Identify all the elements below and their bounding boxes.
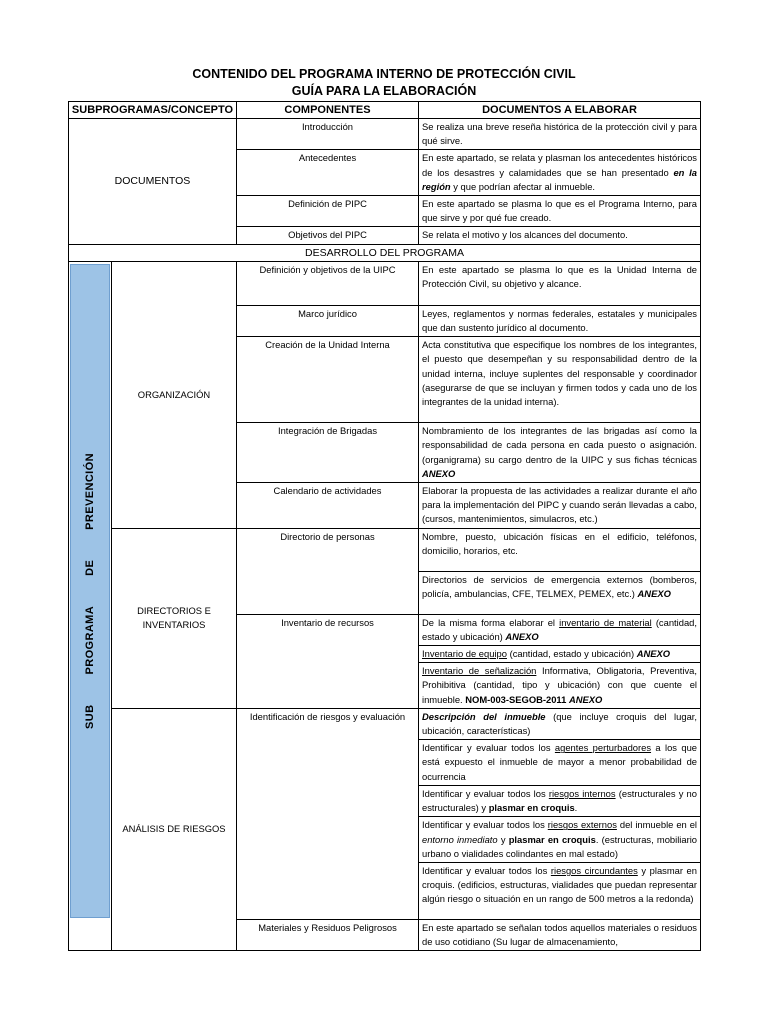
description-cell: En este apartado se plasma lo que es el Programa Interno, para que sirve y por qué fue creado. <box>419 196 701 227</box>
section-desarrollo-label: DESARROLLO DEL PROGRAMA <box>69 244 701 261</box>
subprograma-side-label <box>69 261 112 950</box>
description-cell: Nombramiento de los integrantes de las brigadas así como la responsabilidad de cada persona en cada puesto o asignación. (organigrama) su cargo dentro de la UIPC y sus fichas técnicas ANEXO <box>419 423 701 483</box>
description-cell: Identificar y evaluar todos los riesgos internos (estructurales y no estructurales) y plasmar en croquis. <box>419 785 701 816</box>
side-label-word: PREVENCIÓN <box>83 452 96 530</box>
header-componentes: COMPONENTES <box>237 102 419 119</box>
section-analisis-label: ANÁLISIS DE RIESGOS <box>112 708 237 950</box>
description-cell: Directorios de servicios de emergencia externos (bomberos, policía, ambulancias, CFE, TELMEX, PEMEX, etc.) ANEXO <box>419 571 701 614</box>
document-title: CONTENIDO DEL PROGRAMA INTERNO DE PROTECCIÓN CIVIL <box>192 67 576 81</box>
component-cell: Identificación de riesgos y evaluación <box>237 708 419 919</box>
table-row <box>69 708 701 739</box>
header-documentos: DOCUMENTOS A ELABORAR <box>419 102 701 119</box>
directorios-label-line: INVENTARIOS <box>142 619 206 631</box>
component-cell: Calendario de actividades <box>237 483 419 529</box>
description-cell: Inventario de equipo (cantidad, estado y ubicación) ANEXO <box>419 646 701 663</box>
side-label-text <box>83 438 97 744</box>
description-cell: Se relata el motivo y los alcances del documento. <box>419 227 701 244</box>
description-cell: Identificar y evaluar todos los riesgos circundantes y plasmar en croquis. (edificios, estructuras, vialidades que puedan representar algún riesgo o situación en un rango de 500 metros a la redonda) <box>419 862 701 919</box>
side-label-word: PROGRAMA <box>83 605 96 675</box>
header-concepto: SUBPROGRAMAS/CONCEPTO <box>69 102 237 119</box>
description-cell: De la misma forma elaborar el inventario de material (cantidad, estado y ubicación) ANEXO <box>419 614 701 645</box>
description-cell: En este apartado, se relata y plasman los antecedentes históricos de los desastres y calamidades que se han presentado en la región y que podrían afectar al inmueble. <box>419 150 701 196</box>
component-cell: Creación de la Unidad Interna <box>237 337 419 423</box>
component-cell: Marco jurídico <box>237 305 419 336</box>
table-row <box>69 528 701 571</box>
section-organizacion-label: ORGANIZACIÓN <box>112 261 237 528</box>
component-cell: Directorio de personas <box>237 528 419 614</box>
component-cell: Definición y objetivos de la UIPC <box>237 261 419 305</box>
component-cell: Definición de PIPC <box>237 196 419 227</box>
description-cell: Se realiza una breve reseña histórica de la protección civil y para qué sirve. <box>419 119 701 150</box>
document-subtitle: GUÍA PARA LA ELABORACIÓN <box>291 84 477 98</box>
description-cell: Inventario de señalización Informativa, Obligatoria, Preventiva, Prohibitiva (cantidad, tipo y ubicación) con que cuente el inmueble. NOM-003-SEGOB-2011 ANEXO <box>419 663 701 709</box>
side-label-word: DE <box>83 559 96 576</box>
table-header-row <box>69 102 701 119</box>
program-guide-table <box>68 101 701 951</box>
component-cell: Integración de Brigadas <box>237 423 419 483</box>
description-cell: Identificar y evaluar todos los agentes perturbadores a los que está expuesto el inmueble de mayor a menor probabilidad de ocurrencia <box>419 740 701 786</box>
component-cell: Antecedentes <box>237 150 419 196</box>
description-cell: En este apartado se plasma lo que es la Unidad Interna de Protección Civil, su objetivo y alcance. <box>419 261 701 305</box>
component-cell: Introducción <box>237 119 419 150</box>
side-label-word: SUB <box>83 704 96 729</box>
section-directorios-label <box>112 528 237 708</box>
directorios-label-line: DIRECTORIOS E <box>137 605 211 617</box>
component-cell: Objetivos del PIPC <box>237 227 419 244</box>
description-cell: Acta constitutiva que especifique los nombres de los integrantes, el puesto que desempeñan y su responsabilidad dentro de la unidad interna, incluye suplentes del responsable y coordinador (asegurarse de que se incluyan y firmen todos y cada uno de los integrantes de la unidad interna). <box>419 337 701 423</box>
table-row <box>69 119 701 150</box>
description-cell: Descripción del inmueble (que incluye croquis del lugar, ubicación, características) <box>419 708 701 739</box>
description-cell: Identificar y evaluar todos los riesgos externos del inmueble en el entorno inmediato y plasmar en croquis. (estructuras, mobiliario urbano o vialidades colindantes en mal estado) <box>419 817 701 863</box>
component-cell: Materiales y Residuos Peligrosos <box>237 919 419 950</box>
description-cell: Elaborar la propuesta de las actividades a realizar durante el año para la implementación del PIPC y cuando serán llevadas a cabo, (cursos, mantenimientos, simulacros, etc.) <box>419 483 701 529</box>
description-cell: Leyes, reglamentos y normas federales, estatales y municipales que dan sustento jurídico al documento. <box>419 305 701 336</box>
subprograma-side-bar <box>70 264 110 918</box>
description-cell: En este apartado se señalan todos aquellos materiales o residuos de uso cotidiano (Su lugar de almacenamiento, <box>419 919 701 950</box>
section-divider-row <box>69 244 701 261</box>
section-documentos-label: DOCUMENTOS <box>69 119 237 245</box>
description-cell: Nombre, puesto, ubicación físicas en el edificio, teléfonos, domicilio, horarios, etc. <box>419 528 701 571</box>
component-cell: Inventario de recursos <box>237 614 419 708</box>
table-row <box>69 261 701 305</box>
